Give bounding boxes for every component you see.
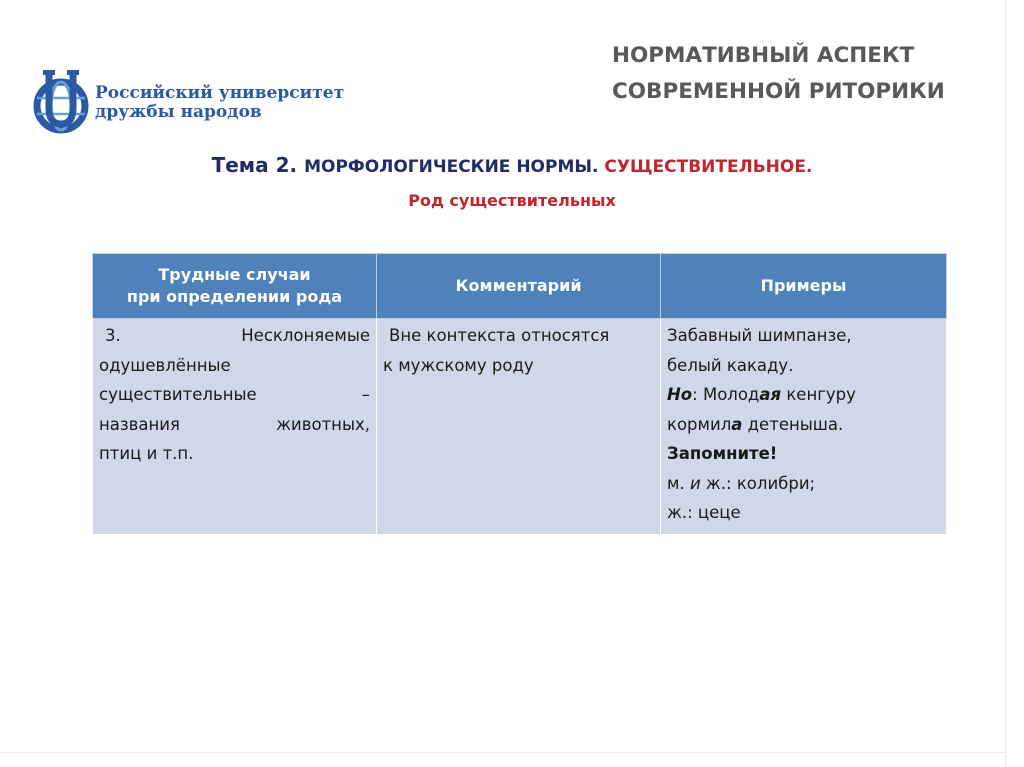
case-line: птиц и т.п. [99, 444, 194, 463]
example-text: кенгуру [781, 385, 856, 404]
example-line [667, 410, 940, 440]
header-comment: Комментарий [377, 254, 661, 319]
header-difficult-cases [93, 254, 377, 319]
case-text: Несклоняемые [241, 326, 370, 345]
example-line [667, 498, 940, 528]
slide-right-border [1005, 0, 1006, 767]
example-line [667, 439, 940, 469]
example-text: м. [667, 473, 690, 493]
presentation-title-line1: НОРМАТИВНЫЙ АСПЕКТ [612, 43, 915, 68]
slide-bottom-border [0, 752, 1006, 753]
case-number: 3. [105, 326, 121, 345]
example-remember: Запомните! [667, 444, 778, 463]
university-name-line2: дружбы народов [95, 102, 262, 122]
case-line [99, 321, 370, 351]
case-line [99, 380, 370, 410]
example-line: белый какаду. [667, 355, 794, 375]
header-difficult-cases-line2: при определении рода [126, 287, 343, 306]
topic-prefix: Тема 2. [211, 153, 305, 177]
presentation-title-line2: СОВРЕМЕННОЙ РИТОРИКИ [612, 79, 945, 104]
table-header-row [93, 254, 947, 319]
case-line [99, 410, 370, 440]
university-name-line1: Российский университет [95, 83, 345, 103]
topic-heading [0, 150, 1024, 182]
topic-subtitle: Род существительных [408, 191, 616, 210]
case-text: животных, [276, 414, 370, 434]
example-text: ж.: [700, 473, 732, 493]
example-but: Но [667, 385, 693, 404]
cell-comment [377, 319, 661, 535]
comment-line: Вне контекста относятся [389, 326, 610, 345]
presentation-title [612, 38, 945, 110]
table-row [93, 319, 947, 535]
university-name [95, 84, 344, 122]
example-text: кормил [667, 414, 732, 434]
example-line [667, 469, 940, 499]
header-examples: Примеры [661, 254, 947, 319]
cell-difficult-case [93, 319, 377, 535]
example-line [667, 380, 940, 410]
comment-line: к мужскому роду [383, 355, 534, 375]
example-text: колибри; [731, 473, 816, 493]
example-and: и [689, 473, 701, 493]
case-text: названия [99, 414, 180, 434]
example-text: : Молод [692, 385, 760, 404]
case-dash: – [361, 385, 370, 404]
example-line: Забавный шимпанзе, [667, 326, 852, 345]
example-text: детеныша. [742, 414, 844, 434]
example-text: цеце [692, 503, 741, 522]
cell-examples [661, 319, 947, 535]
example-text: ж.: [667, 503, 693, 522]
case-line: одушевлённые [99, 355, 231, 375]
topic-main: МОРФОЛОГИЧЕСКИЕ НОРМЫ. [304, 157, 599, 177]
topic-accent: СУЩЕСТВИТЕЛЬНОЕ. [598, 157, 813, 177]
example-ending: ая [759, 385, 782, 404]
gender-cases-table [92, 253, 947, 535]
case-text: существительные [99, 385, 257, 404]
university-globe-emblem-icon [33, 68, 93, 144]
example-ending: а [731, 414, 743, 434]
university-logo [33, 68, 345, 148]
header-difficult-cases-line1: Трудные случаи [158, 265, 311, 284]
